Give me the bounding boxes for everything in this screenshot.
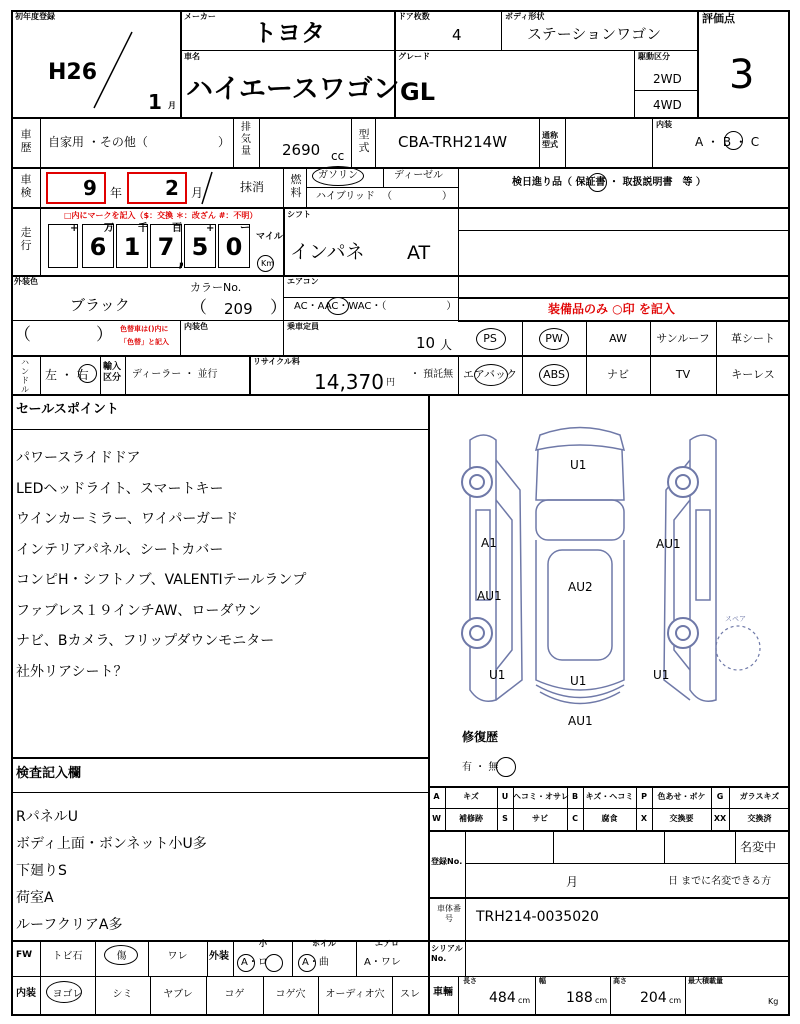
height-unit: cm (669, 996, 682, 1005)
legend-cell: U (501, 792, 509, 801)
docs: 検日進り品（ 保証書 ・ 取扱説明書 等 ） (512, 177, 706, 188)
int-item: コゲ (224, 989, 245, 1000)
mark-u1-top: U1 (570, 458, 587, 472)
car-name-label: 車名 (184, 52, 200, 61)
small-a-mark (237, 954, 255, 972)
sales-point: インテリアパネル、シートカバー (16, 541, 224, 558)
maker-label: メーカー (184, 12, 216, 21)
insp-month: 2 (165, 176, 179, 200)
mark-au1-bottom: AU1 (568, 714, 593, 728)
size-label: 車輛 (433, 987, 453, 998)
odometer-unit: 千 (138, 223, 148, 234)
wheel-a-mark (298, 954, 316, 972)
serial-label: シリアルNo. (431, 944, 463, 963)
inspection-note: 荷室A (16, 890, 54, 906)
handle-options: 左 ・ 右 (45, 368, 89, 382)
color-no-label: カラーNo. (190, 281, 242, 294)
reg-month-unit: 月 (168, 101, 176, 110)
vin-label: 車体番号 (437, 904, 461, 923)
equipment-item: PW (545, 332, 563, 345)
legend-cell: 補修跡 (459, 814, 483, 823)
equipment-item: エアバック (462, 368, 518, 381)
year-unit: 年 (110, 186, 123, 200)
inspection-notes-label: 検査記入欄 (16, 766, 82, 781)
interior-grades: A ・ B ・ C (695, 135, 760, 149)
odometer-unit: + (206, 223, 215, 234)
sales-point: ナビ、Bカメラ、フリップダウンモニター (16, 633, 275, 649)
fuel-gasoline: ガソリン (318, 170, 358, 181)
fw-item: ワレ (167, 951, 188, 962)
legend-cell: ガラスキズ (739, 792, 780, 801)
legend-cell: 交換要 (669, 814, 694, 823)
mark-u1-center: U1 (570, 674, 587, 688)
odometer-digit: 1 (116, 224, 148, 268)
color-change-note-2: 「色替」と記入 (120, 338, 169, 346)
maker: トヨタ (253, 19, 325, 47)
sales-point: パワースライドドア (16, 450, 141, 466)
legend-cell: W (432, 814, 441, 823)
inspection-note: 下廻りS (16, 863, 67, 879)
equipment-mark (476, 328, 506, 350)
odometer-digit: 7 (150, 224, 182, 268)
equipment-item: キーレス (731, 368, 775, 381)
color-change-open: （ (14, 325, 31, 345)
score-label: 評価点 (702, 12, 735, 25)
kg-unit: Kg (768, 997, 779, 1006)
capacity-unit: 人 (440, 338, 453, 352)
height: 204 (640, 990, 667, 1006)
repair-label: 修復歴 (462, 730, 499, 744)
legend-cell: G (716, 792, 724, 801)
sales-point: ファブレス１９インチAW、ローダウン (16, 602, 262, 619)
int-item: ヤブレ (163, 989, 193, 1000)
sales-point: LEDヘッドライト、スマートキー (16, 480, 224, 497)
legend-cell: XX (713, 814, 727, 823)
spare-label: スペア (725, 615, 746, 623)
small-label: 小 (259, 939, 267, 948)
color-no-open: （ (190, 298, 207, 318)
grade-label: グレード (398, 52, 430, 61)
legend-divider (636, 786, 637, 830)
km-mark (257, 255, 274, 272)
legend-cell: B (571, 792, 579, 801)
month-label: 月 (566, 875, 579, 889)
legend-cell: 腐食 (601, 814, 618, 823)
displacement-label: 排気量 (241, 122, 251, 157)
shift: インパネ (290, 241, 365, 263)
inspection-note: RパネルU (16, 809, 78, 825)
type-label: 型式 (358, 128, 370, 154)
mark-u1-right: U1 (653, 668, 670, 682)
repair-none-mark (496, 757, 516, 777)
sales-point: コンピH・シフトノブ、VALENTIテールランプ (16, 572, 307, 588)
legend-cell: サビ (532, 814, 548, 823)
mark-au2: AU2 (568, 580, 593, 594)
insp-slash (200, 170, 214, 206)
sales-point: ウインカーミラー、ワイパーガード (16, 511, 239, 527)
displacement: 2690 (282, 141, 321, 159)
history-close: ） (218, 135, 231, 149)
odometer-unit: ー (240, 223, 250, 234)
interior-label: 内装 (656, 120, 672, 129)
int-item: スレ (400, 989, 420, 1000)
fuel-hybrid-paren: （ ） (382, 191, 452, 202)
equipment-item: 革シート (731, 332, 775, 345)
aac-mark (327, 297, 349, 315)
mark-u1-left: U1 (489, 668, 506, 682)
equipment-mark (539, 364, 569, 386)
int-dirt-mark (46, 981, 82, 1003)
body-type: ステーションワゴン (527, 25, 662, 43)
wheel-label: ホイル (312, 939, 336, 948)
equipment-item: PS (483, 332, 497, 345)
legend-cell: 交換済 (747, 814, 772, 823)
cell-divider (535, 976, 536, 1016)
gasoline-mark (312, 166, 364, 186)
body-label: ボディ形状 (505, 12, 545, 21)
drive-4wd: 4WD (653, 98, 682, 112)
mark-au1-left: AU1 (477, 589, 502, 603)
unit-km: Km (261, 259, 275, 268)
yen: 円 (386, 378, 396, 388)
legend-cell: 色あせ・ボケ (657, 792, 706, 801)
cell-divider (685, 976, 686, 1016)
int-item: ヨゴレ (52, 989, 83, 1000)
name-change: 名変中 (740, 840, 777, 854)
length-label: 長さ (463, 977, 477, 985)
import: ディーラー ・ 並行 (132, 369, 218, 380)
sales-point: 社外リアシート？ (16, 663, 128, 680)
ac-label: エアコン (287, 277, 319, 286)
inspection-label: 車検 (20, 173, 32, 199)
repair-options: 有 ・ 無 (462, 762, 499, 773)
inspection-note: ルーフクリアA多 (16, 917, 123, 933)
legend-cell: キズ・ヘコミ (585, 792, 634, 801)
legend-cell: S (502, 814, 508, 823)
import-label: 輸入区分 (103, 362, 122, 383)
equipment-item: AW (609, 332, 627, 345)
legend-divider (567, 786, 568, 830)
color-no-close: ） (270, 298, 287, 318)
handle-right-mark (78, 364, 97, 383)
legend-divider (711, 786, 712, 830)
legend-divider (513, 786, 514, 830)
fuel-diesel: ディーゼル (394, 170, 443, 181)
legend-divider (445, 786, 446, 830)
exterior-color: ブラック (70, 296, 130, 314)
fw-label: FW (16, 950, 33, 960)
fw-scratch-mark (104, 945, 138, 965)
mark-a1: A1 (481, 536, 497, 550)
deadline: 日 までに名変できる方 (668, 876, 772, 887)
sales-points-label: セールスポイント (16, 402, 119, 417)
displacement-unit: cc (331, 149, 345, 163)
int-item: シミ (112, 989, 133, 1000)
length-unit: cm (518, 996, 531, 1005)
era-year: H26 (48, 60, 98, 85)
deposit-none: ・ 預託無 (410, 369, 454, 380)
transmission: AT (407, 242, 431, 264)
equipment-item: ナビ (607, 368, 629, 381)
legend-cell: キズ (463, 792, 479, 801)
fuel-label: 燃料 (290, 173, 302, 199)
width: 188 (566, 990, 593, 1006)
small-options: A・ロ (241, 957, 268, 968)
cell-divider (356, 940, 357, 976)
fw-item: トビ石 (52, 951, 83, 962)
length: 484 (489, 990, 516, 1006)
equipment-header: 装備品のみ ○印 を記入 (548, 302, 675, 316)
width-unit: cm (595, 996, 608, 1005)
odometer-unit: 百 (172, 223, 182, 234)
doors: 4 (452, 26, 462, 44)
cell-divider (292, 940, 293, 976)
drive-2wd: 2WD (653, 72, 682, 86)
cell-divider (233, 940, 234, 976)
odometer-unit: 万 (104, 223, 114, 234)
int-item: オーディオ穴 (325, 989, 385, 1000)
recycle-fee: 14,370 (314, 370, 384, 394)
legend-cell: A (433, 792, 440, 801)
interior-color-label: 内装色 (184, 322, 208, 331)
capacity: 10 (416, 334, 436, 352)
int-label: 内装 (16, 988, 36, 999)
warranty-mark (588, 173, 607, 192)
equipment-item: ABS (543, 368, 565, 381)
cell-divider (610, 976, 611, 1016)
model-code: CBA-TRH214W (398, 133, 508, 151)
handle-label: ハンドル (21, 358, 29, 394)
shift-label: シフト (287, 210, 311, 219)
legend-divider (729, 786, 730, 830)
odometer-unit: + (70, 223, 79, 234)
color-no: 209 (224, 300, 253, 318)
ac-options: AC・AAC・WAC・（ ） (294, 301, 457, 312)
year-slash (90, 28, 140, 112)
cell-divider (428, 940, 429, 976)
cell-divider (465, 940, 466, 976)
car-name: ハイエースワゴン (186, 74, 400, 105)
equipment-mark (474, 364, 508, 386)
height-label: 高さ (613, 977, 627, 985)
inspection-note: ボディ上面・ボンネット小U多 (16, 836, 207, 852)
month-unit: 月 (191, 186, 204, 200)
history-label: 車歴 (20, 128, 32, 154)
color-change-note-1: 色替車は()内に (120, 325, 169, 333)
grade: GL (400, 78, 435, 106)
equipment-mark (539, 328, 569, 350)
fw-item: 傷 (116, 951, 127, 962)
score: 3 (729, 52, 755, 98)
unit-mile: マイル (256, 232, 283, 242)
legend-divider (652, 786, 653, 830)
odometer-digit: 5 (184, 224, 216, 268)
mileage-label: 走行 (20, 226, 32, 252)
exterior-small-label: 外装 (209, 951, 229, 962)
legend-cell: P (641, 792, 647, 801)
mileage-note: □内にマークを記入（$：交換 ＊：改ざん #：不明） (64, 211, 258, 220)
vin: TRH214-0035020 (476, 909, 599, 925)
odometer-comma: , (178, 250, 185, 271)
equipment-item: TV (675, 368, 691, 381)
legend-cell: X (640, 814, 648, 823)
registration-label: 登録No. (431, 857, 463, 866)
common-model-label: 通称型式 (542, 131, 558, 149)
capacity-label: 乗車定員 (287, 322, 319, 331)
aero-options: A・ワレ (364, 957, 401, 968)
doors-label: ドア枚数 (398, 12, 430, 21)
color-change-close: ） (96, 325, 113, 345)
fuel-hybrid: ハイブリッド (316, 191, 375, 202)
cell-divider (458, 976, 459, 1016)
cell-divider (428, 976, 429, 1016)
small-ro-mark (265, 954, 283, 972)
first-reg-label: 初年度登録 (15, 12, 55, 21)
legend-divider (583, 786, 584, 830)
legend-divider (497, 786, 498, 830)
wheel-options: A・曲 (302, 957, 329, 968)
deregistered: 抹消 (240, 180, 265, 194)
odometer-digit: 0 (218, 224, 250, 268)
equipment-item: サンルーフ (656, 332, 710, 345)
odometer-digit: 6 (82, 224, 114, 268)
max-load-label: 最大積載量 (688, 977, 723, 985)
cell-divider (207, 940, 208, 976)
exterior-color-label: 外装色 (14, 277, 38, 286)
aero-label: エアロ (375, 939, 399, 948)
interior-grade-mark (724, 131, 743, 150)
insp-year: 9 (83, 176, 97, 200)
width-label: 幅 (539, 977, 546, 985)
legend-cell: ヘコミ・オサレ (513, 792, 569, 801)
history: 自家用 ・その他（ (48, 135, 148, 149)
legend-cell: C (572, 814, 578, 823)
drive-label: 駆動区分 (638, 52, 670, 61)
recycle-label: リサイクル料 (253, 357, 300, 366)
reg-month: 1 (148, 90, 162, 114)
int-item: コゲ穴 (275, 989, 306, 1000)
mark-au1-right: AU1 (656, 537, 681, 551)
insp-year-box (46, 172, 106, 204)
